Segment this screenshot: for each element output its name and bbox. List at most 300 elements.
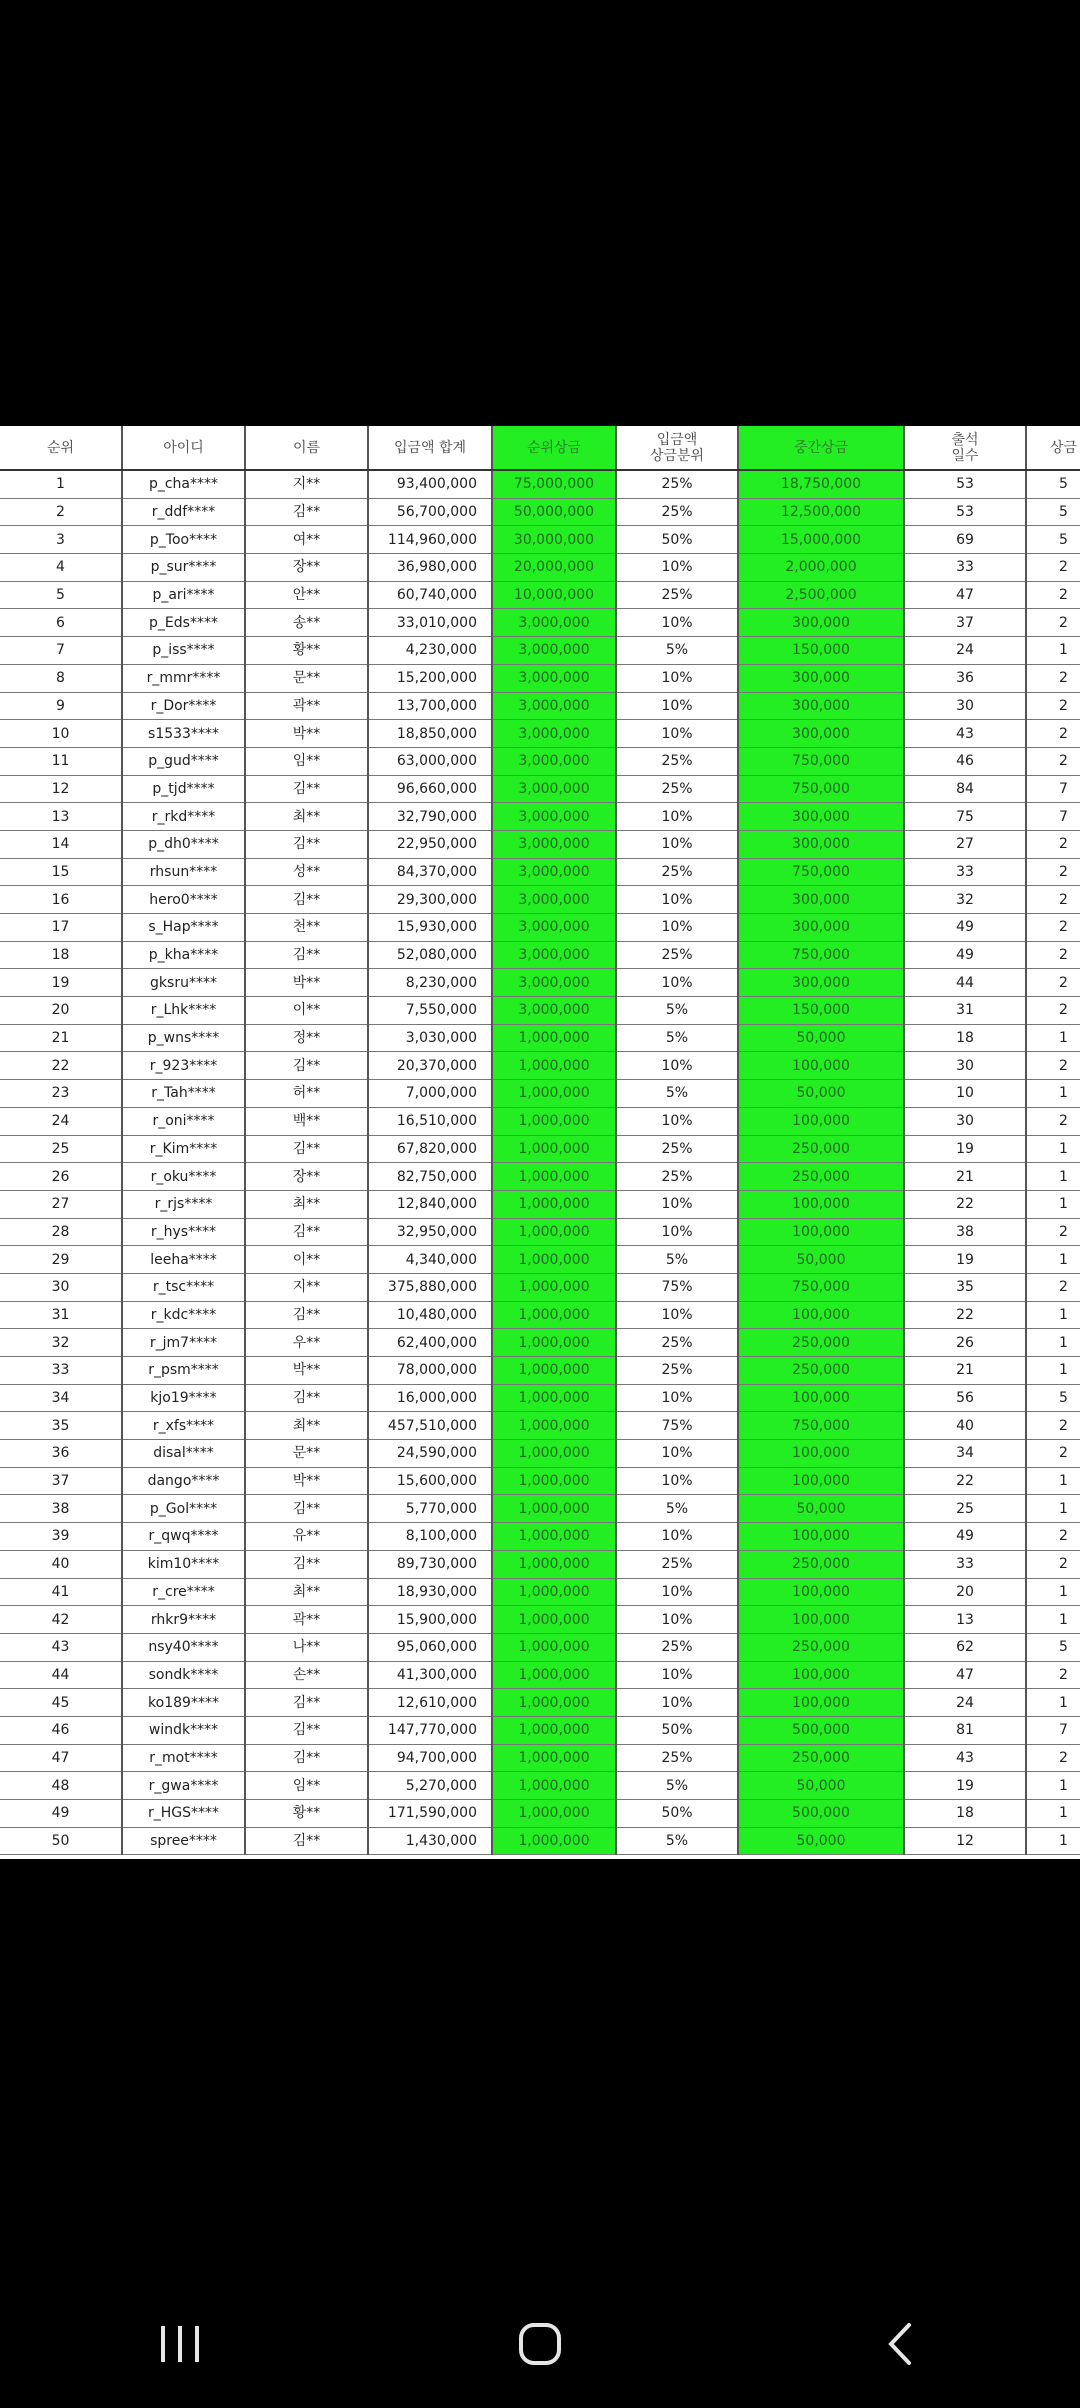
cell-rank: 16 (0, 886, 122, 914)
cell-rank-prize: 1,000,000 (492, 1578, 616, 1606)
cell-deposit-tier: 10% (616, 692, 738, 720)
cell-attendance-days: 33 (904, 554, 1026, 582)
cell-prize-cut: 5 (1026, 1633, 1080, 1661)
cell-name: 최** (245, 1412, 368, 1440)
table-row (0, 664, 1080, 692)
cell-id: gksru**** (122, 969, 245, 997)
cell-prize-cut: 1 (1026, 1329, 1080, 1357)
table-row (0, 720, 1080, 748)
cell-deposit-tier: 25% (616, 1744, 738, 1772)
home-button[interactable] (480, 2304, 600, 2384)
cell-deposit-total: 4,230,000 (368, 637, 492, 665)
header-rank: 순위 (0, 426, 122, 470)
cell-prize-cut: 1 (1026, 1163, 1080, 1191)
cell-rank-prize: 3,000,000 (492, 720, 616, 748)
cell-attendance-days: 12 (904, 1827, 1026, 1855)
cell-deposit-tier: 5% (616, 1827, 738, 1855)
cell-id: r_oku**** (122, 1163, 245, 1191)
cell-attendance-days: 20 (904, 1578, 1026, 1606)
cell-rank-prize: 1,000,000 (492, 1800, 616, 1828)
cell-deposit-tier: 25% (616, 498, 738, 526)
cell-id: s_Hap**** (122, 914, 245, 942)
cell-prize-cut: 2 (1026, 941, 1080, 969)
cell-deposit-tier: 5% (616, 1495, 738, 1523)
cell-deposit-tier: 10% (616, 886, 738, 914)
cell-name: 황** (245, 637, 368, 665)
cell-deposit-total: 5,770,000 (368, 1495, 492, 1523)
cell-attendance-days: 24 (904, 1689, 1026, 1717)
cell-attendance-days: 18 (904, 1800, 1026, 1828)
cell-rank-prize: 1,000,000 (492, 1467, 616, 1495)
cell-rank: 31 (0, 1301, 122, 1329)
cell-deposit-total: 3,030,000 (368, 1024, 492, 1052)
cell-deposit-tier: 10% (616, 1107, 738, 1135)
cell-deposit-tier: 25% (616, 1135, 738, 1163)
table-row (0, 1772, 1080, 1800)
cell-attendance-days: 32 (904, 886, 1026, 914)
cell-mid-prize: 100,000 (738, 1467, 904, 1495)
cell-rank-prize: 1,000,000 (492, 1744, 616, 1772)
cell-id: disal**** (122, 1440, 245, 1468)
cell-deposit-tier: 50% (616, 1716, 738, 1744)
cell-rank-prize: 1,000,000 (492, 1301, 616, 1329)
cell-attendance-days: 75 (904, 803, 1026, 831)
cell-prize-cut: 2 (1026, 1440, 1080, 1468)
cell-name: 지** (245, 1273, 368, 1301)
cell-name: 안** (245, 581, 368, 609)
cell-mid-prize: 100,000 (738, 1523, 904, 1551)
cell-name: 김** (245, 1301, 368, 1329)
cell-rank: 38 (0, 1495, 122, 1523)
cell-deposit-tier: 25% (616, 747, 738, 775)
cell-rank: 11 (0, 747, 122, 775)
cell-deposit-total: 52,080,000 (368, 941, 492, 969)
cell-attendance-days: 62 (904, 1633, 1026, 1661)
cell-attendance-days: 53 (904, 498, 1026, 526)
cell-rank: 26 (0, 1163, 122, 1191)
table-row (0, 941, 1080, 969)
table-row (0, 1800, 1080, 1828)
table-row (0, 692, 1080, 720)
back-icon (885, 2321, 915, 2367)
cell-deposit-total: 89,730,000 (368, 1550, 492, 1578)
cell-attendance-days: 47 (904, 581, 1026, 609)
cell-attendance-days: 30 (904, 1107, 1026, 1135)
cell-mid-prize: 100,000 (738, 1052, 904, 1080)
cell-id: p_Eds**** (122, 609, 245, 637)
cell-deposit-total: 32,790,000 (368, 803, 492, 831)
cell-rank: 14 (0, 830, 122, 858)
cell-deposit-tier: 10% (616, 830, 738, 858)
cell-deposit-tier: 25% (616, 470, 738, 498)
cell-prize-cut: 1 (1026, 1772, 1080, 1800)
cell-name: 정** (245, 1024, 368, 1052)
cell-rank-prize: 1,000,000 (492, 1190, 616, 1218)
cell-deposit-total: 10,480,000 (368, 1301, 492, 1329)
cell-rank-prize: 3,000,000 (492, 997, 616, 1025)
cell-prize-cut: 2 (1026, 914, 1080, 942)
cell-rank: 19 (0, 969, 122, 997)
cell-deposit-tier: 10% (616, 720, 738, 748)
cell-id: kjo19**** (122, 1384, 245, 1412)
cell-mid-prize: 750,000 (738, 775, 904, 803)
cell-id: p_sur**** (122, 554, 245, 582)
cell-id: rhkr9**** (122, 1606, 245, 1634)
cell-rank-prize: 1,000,000 (492, 1412, 616, 1440)
home-icon (517, 2321, 563, 2367)
back-button[interactable] (840, 2304, 960, 2384)
cell-prize-cut: 5 (1026, 1384, 1080, 1412)
cell-name: 김** (245, 941, 368, 969)
cell-id: r_Lhk**** (122, 997, 245, 1025)
cell-rank-prize: 1,000,000 (492, 1661, 616, 1689)
cell-deposit-tier: 25% (616, 941, 738, 969)
table-row (0, 830, 1080, 858)
table-row (0, 1273, 1080, 1301)
cell-rank: 44 (0, 1661, 122, 1689)
cell-deposit-total: 114,960,000 (368, 526, 492, 554)
cell-id: r_qwq**** (122, 1523, 245, 1551)
cell-id: leeha**** (122, 1246, 245, 1274)
header-name: 이름 (245, 426, 368, 470)
cell-rank-prize: 1,000,000 (492, 1716, 616, 1744)
cell-mid-prize: 100,000 (738, 1661, 904, 1689)
cell-mid-prize: 50,000 (738, 1827, 904, 1855)
cell-rank: 13 (0, 803, 122, 831)
cell-name: 천** (245, 914, 368, 942)
cell-deposit-tier: 5% (616, 1772, 738, 1800)
cell-id: r_psm**** (122, 1357, 245, 1385)
cell-prize-cut: 2 (1026, 886, 1080, 914)
cell-deposit-tier: 10% (616, 609, 738, 637)
cell-deposit-tier: 5% (616, 1080, 738, 1108)
cell-attendance-days: 22 (904, 1190, 1026, 1218)
cell-name: 김** (245, 830, 368, 858)
cell-mid-prize: 300,000 (738, 830, 904, 858)
cell-rank-prize: 30,000,000 (492, 526, 616, 554)
cell-id: p_dh0**** (122, 830, 245, 858)
cell-deposit-tier: 25% (616, 1633, 738, 1661)
cell-mid-prize: 300,000 (738, 664, 904, 692)
cell-mid-prize: 250,000 (738, 1329, 904, 1357)
cell-id: p_kha**** (122, 941, 245, 969)
cell-mid-prize: 750,000 (738, 1273, 904, 1301)
ranking-table (0, 426, 1080, 1855)
cell-prize-cut: 1 (1026, 1689, 1080, 1717)
recent-apps-button[interactable] (120, 2304, 240, 2384)
cell-mid-prize: 750,000 (738, 1412, 904, 1440)
cell-deposit-tier: 10% (616, 1052, 738, 1080)
cell-prize-cut: 1 (1026, 1827, 1080, 1855)
cell-prize-cut: 1 (1026, 1080, 1080, 1108)
cell-prize-cut: 2 (1026, 1412, 1080, 1440)
table-row (0, 1301, 1080, 1329)
cell-id: ko189**** (122, 1689, 245, 1717)
cell-attendance-days: 22 (904, 1467, 1026, 1495)
cell-name: 문** (245, 664, 368, 692)
cell-mid-prize: 500,000 (738, 1800, 904, 1828)
cell-attendance-days: 10 (904, 1080, 1026, 1108)
cell-name: 허** (245, 1080, 368, 1108)
cell-rank-prize: 3,000,000 (492, 692, 616, 720)
cell-rank: 27 (0, 1190, 122, 1218)
cell-rank: 12 (0, 775, 122, 803)
cell-name: 김** (245, 1550, 368, 1578)
cell-id: p_cha**** (122, 470, 245, 498)
table-row (0, 470, 1080, 498)
cell-prize-cut: 5 (1026, 498, 1080, 526)
cell-rank-prize: 50,000,000 (492, 498, 616, 526)
cell-mid-prize: 100,000 (738, 1107, 904, 1135)
cell-attendance-days: 18 (904, 1024, 1026, 1052)
cell-prize-cut: 7 (1026, 803, 1080, 831)
cell-rank: 29 (0, 1246, 122, 1274)
cell-deposit-total: 94,700,000 (368, 1744, 492, 1772)
cell-deposit-tier: 50% (616, 526, 738, 554)
cell-attendance-days: 40 (904, 1412, 1026, 1440)
cell-id: rhsun**** (122, 858, 245, 886)
cell-deposit-tier: 10% (616, 1218, 738, 1246)
cell-deposit-total: 63,000,000 (368, 747, 492, 775)
cell-rank: 25 (0, 1135, 122, 1163)
cell-deposit-total: 7,550,000 (368, 997, 492, 1025)
cell-rank-prize: 1,000,000 (492, 1273, 616, 1301)
header-deposit-tier: 입금액 상금분위 (616, 426, 738, 470)
cell-mid-prize: 2,500,000 (738, 581, 904, 609)
table-row (0, 1218, 1080, 1246)
cell-rank: 30 (0, 1273, 122, 1301)
cell-prize-cut: 7 (1026, 775, 1080, 803)
cell-name: 우** (245, 1329, 368, 1357)
cell-rank-prize: 10,000,000 (492, 581, 616, 609)
cell-name: 장** (245, 554, 368, 582)
cell-id: p_gud**** (122, 747, 245, 775)
cell-id: p_ari**** (122, 581, 245, 609)
cell-name: 최** (245, 1578, 368, 1606)
cell-name: 최** (245, 803, 368, 831)
cell-id: r_Dor**** (122, 692, 245, 720)
cell-name: 손** (245, 1661, 368, 1689)
cell-id: r_oni**** (122, 1107, 245, 1135)
cell-mid-prize: 50,000 (738, 1024, 904, 1052)
cell-deposit-total: 96,660,000 (368, 775, 492, 803)
cell-deposit-total: 1,430,000 (368, 1827, 492, 1855)
cell-deposit-total: 16,510,000 (368, 1107, 492, 1135)
cell-rank-prize: 3,000,000 (492, 637, 616, 665)
table-row (0, 1467, 1080, 1495)
cell-id: r_hys**** (122, 1218, 245, 1246)
cell-deposit-tier: 10% (616, 1606, 738, 1634)
cell-mid-prize: 250,000 (738, 1163, 904, 1191)
cell-deposit-tier: 10% (616, 1384, 738, 1412)
table-row (0, 997, 1080, 1025)
table-row (0, 1357, 1080, 1385)
cell-id: dango**** (122, 1467, 245, 1495)
cell-rank-prize: 3,000,000 (492, 886, 616, 914)
cell-rank: 20 (0, 997, 122, 1025)
cell-rank: 22 (0, 1052, 122, 1080)
cell-id: r_Kim**** (122, 1135, 245, 1163)
cell-prize-cut: 2 (1026, 1107, 1080, 1135)
cell-deposit-total: 84,370,000 (368, 858, 492, 886)
cell-mid-prize: 2,000,000 (738, 554, 904, 582)
cell-name: 곽** (245, 692, 368, 720)
cell-deposit-tier: 5% (616, 997, 738, 1025)
cell-rank-prize: 1,000,000 (492, 1550, 616, 1578)
cell-name: 김** (245, 1218, 368, 1246)
cell-name: 김** (245, 886, 368, 914)
cell-attendance-days: 84 (904, 775, 1026, 803)
cell-rank-prize: 3,000,000 (492, 941, 616, 969)
cell-name: 박** (245, 1357, 368, 1385)
cell-prize-cut: 2 (1026, 858, 1080, 886)
cell-id: r_rjs**** (122, 1190, 245, 1218)
cell-rank: 50 (0, 1827, 122, 1855)
cell-deposit-total: 13,700,000 (368, 692, 492, 720)
cell-deposit-tier: 25% (616, 1357, 738, 1385)
table-row (0, 1052, 1080, 1080)
cell-attendance-days: 81 (904, 1716, 1026, 1744)
cell-name: 김** (245, 1384, 368, 1412)
cell-mid-prize: 500,000 (738, 1716, 904, 1744)
cell-id: s1533**** (122, 720, 245, 748)
cell-prize-cut: 2 (1026, 1523, 1080, 1551)
cell-rank: 1 (0, 470, 122, 498)
cell-name: 유** (245, 1523, 368, 1551)
table-row (0, 554, 1080, 582)
cell-id: r_HGS**** (122, 1800, 245, 1828)
header-attendance-days: 출석 일수 (904, 426, 1026, 470)
cell-rank-prize: 3,000,000 (492, 858, 616, 886)
cell-rank-prize: 1,000,000 (492, 1218, 616, 1246)
cell-name: 박** (245, 969, 368, 997)
table-row (0, 609, 1080, 637)
cell-mid-prize: 100,000 (738, 1578, 904, 1606)
cell-prize-cut: 5 (1026, 470, 1080, 498)
cell-deposit-total: 12,840,000 (368, 1190, 492, 1218)
cell-rank: 23 (0, 1080, 122, 1108)
cell-name: 황** (245, 1800, 368, 1828)
cell-rank-prize: 3,000,000 (492, 664, 616, 692)
cell-attendance-days: 19 (904, 1772, 1026, 1800)
cell-deposit-total: 15,930,000 (368, 914, 492, 942)
cell-id: nsy40**** (122, 1633, 245, 1661)
cell-prize-cut: 2 (1026, 720, 1080, 748)
cell-mid-prize: 150,000 (738, 997, 904, 1025)
cell-name: 김** (245, 1689, 368, 1717)
cell-mid-prize: 100,000 (738, 1190, 904, 1218)
table-row (0, 1633, 1080, 1661)
cell-attendance-days: 25 (904, 1495, 1026, 1523)
table-row (0, 1384, 1080, 1412)
cell-deposit-total: 56,700,000 (368, 498, 492, 526)
android-nav-bar (0, 2280, 1080, 2408)
cell-id: p_Gol**** (122, 1495, 245, 1523)
cell-attendance-days: 49 (904, 1523, 1026, 1551)
cell-rank: 36 (0, 1440, 122, 1468)
cell-prize-cut: 1 (1026, 1578, 1080, 1606)
cell-prize-cut: 1 (1026, 1467, 1080, 1495)
cell-attendance-days: 30 (904, 1052, 1026, 1080)
cell-attendance-days: 46 (904, 747, 1026, 775)
recent-apps-icon (157, 2324, 203, 2364)
cell-deposit-tier: 75% (616, 1273, 738, 1301)
cell-name: 이** (245, 1246, 368, 1274)
cell-deposit-tier: 25% (616, 1550, 738, 1578)
cell-deposit-total: 8,230,000 (368, 969, 492, 997)
cell-id: windk**** (122, 1716, 245, 1744)
cell-prize-cut: 1 (1026, 1357, 1080, 1385)
cell-attendance-days: 56 (904, 1384, 1026, 1412)
cell-mid-prize: 100,000 (738, 1440, 904, 1468)
cell-rank-prize: 1,000,000 (492, 1107, 616, 1135)
cell-id: hero0**** (122, 886, 245, 914)
cell-prize-cut: 2 (1026, 609, 1080, 637)
cell-id: kim10**** (122, 1550, 245, 1578)
table-row (0, 747, 1080, 775)
cell-rank: 9 (0, 692, 122, 720)
cell-name: 곽** (245, 1606, 368, 1634)
cell-attendance-days: 43 (904, 1744, 1026, 1772)
table-row (0, 581, 1080, 609)
cell-deposit-total: 171,590,000 (368, 1800, 492, 1828)
cell-attendance-days: 19 (904, 1135, 1026, 1163)
cell-name: 송** (245, 609, 368, 637)
cell-name: 김** (245, 775, 368, 803)
cell-id: r_tsc**** (122, 1273, 245, 1301)
cell-mid-prize: 18,750,000 (738, 470, 904, 498)
cell-rank: 18 (0, 941, 122, 969)
cell-deposit-total: 60,740,000 (368, 581, 492, 609)
cell-rank: 28 (0, 1218, 122, 1246)
cell-rank: 15 (0, 858, 122, 886)
cell-rank: 24 (0, 1107, 122, 1135)
cell-name: 문** (245, 1440, 368, 1468)
cell-mid-prize: 100,000 (738, 1606, 904, 1634)
table-row (0, 498, 1080, 526)
cell-rank: 4 (0, 554, 122, 582)
table-body (0, 470, 1080, 1855)
cell-deposit-total: 15,200,000 (368, 664, 492, 692)
cell-name: 여** (245, 526, 368, 554)
cell-deposit-total: 20,370,000 (368, 1052, 492, 1080)
table-row (0, 1661, 1080, 1689)
cell-deposit-tier: 10% (616, 803, 738, 831)
cell-mid-prize: 250,000 (738, 1744, 904, 1772)
spreadsheet-image (0, 426, 1080, 1859)
cell-rank-prize: 1,000,000 (492, 1440, 616, 1468)
cell-mid-prize: 100,000 (738, 1218, 904, 1246)
table-row (0, 1578, 1080, 1606)
cell-prize-cut: 2 (1026, 664, 1080, 692)
cell-attendance-days: 26 (904, 1329, 1026, 1357)
cell-rank-prize: 1,000,000 (492, 1384, 616, 1412)
cell-id: sondk**** (122, 1661, 245, 1689)
cell-deposit-tier: 10% (616, 1523, 738, 1551)
cell-rank-prize: 3,000,000 (492, 830, 616, 858)
cell-attendance-days: 33 (904, 1550, 1026, 1578)
cell-deposit-total: 5,270,000 (368, 1772, 492, 1800)
cell-attendance-days: 19 (904, 1246, 1026, 1274)
cell-id: p_Too**** (122, 526, 245, 554)
cell-id: r_kdc**** (122, 1301, 245, 1329)
cell-attendance-days: 43 (904, 720, 1026, 748)
cell-rank-prize: 3,000,000 (492, 914, 616, 942)
cell-mid-prize: 100,000 (738, 1301, 904, 1329)
cell-deposit-total: 41,300,000 (368, 1661, 492, 1689)
cell-rank: 47 (0, 1744, 122, 1772)
cell-id: r_xfs**** (122, 1412, 245, 1440)
